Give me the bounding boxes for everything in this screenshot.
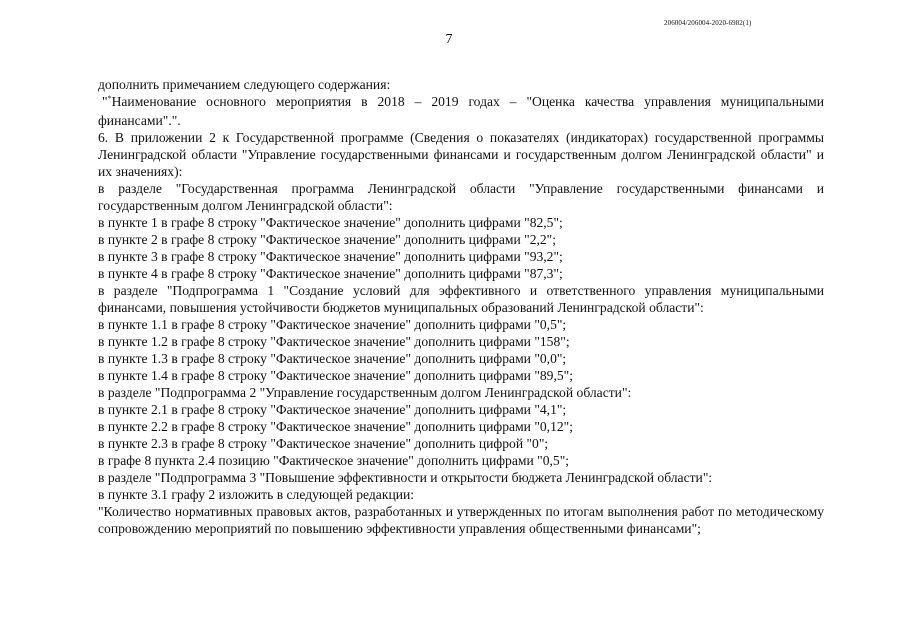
paragraph: в пункте 1.1 в графе 8 строку "Фактическое значение" дополнить цифрами "0,5"; bbox=[98, 317, 567, 332]
paragraph: "Количество нормативных правовых актов, разработанных и утвержденных по итогам выполнения работ по методическому сопровождению мероприятий по повышению эффективности управления общественными финансами"; bbox=[98, 504, 824, 536]
paragraph: в пункте 4 в графе 8 строку "Фактическое значение" дополнить цифрами "87,3"; bbox=[98, 266, 563, 281]
paragraph: в разделе "Государственная программа Ленинградской области "Управление государственными финансами и государственным долгом Ленинградской области": bbox=[98, 181, 824, 213]
paragraph: в пункте 1.4 в графе 8 строку "Фактическое значение" дополнить цифрами "89,5"; bbox=[98, 368, 574, 383]
paragraph: в пункте 3 в графе 8 строку "Фактическое значение" дополнить цифрами "93,2"; bbox=[98, 249, 563, 264]
paragraph: в пункте 2.2 в графе 8 строку "Фактическое значение" дополнить цифрами "0,12"; bbox=[98, 419, 574, 434]
paragraph-text: Наименование основного мероприятия в 2018 – 2019 годах – "Оценка качества управления муниципальными финансами".". bbox=[98, 94, 824, 128]
paragraph: в пункте 1 в графе 8 строку "Фактическое значение" дополнить цифрами "82,5"; bbox=[98, 215, 563, 230]
quote-mark: " bbox=[102, 94, 108, 109]
paragraph: в пункте 1.2 в графе 8 строку "Фактическое значение" дополнить цифрами "158"; bbox=[98, 334, 570, 349]
paragraph: в разделе "Подпрограмма 3 "Повышение эффективности и открытости бюджета Ленинградской области": bbox=[98, 470, 713, 485]
page-number: 7 bbox=[445, 32, 453, 47]
paragraph: 6. В приложении 2 к Государственной программе (Сведения о показателях (индикаторах) государственной программы Ленинградской области "Управление государственными финансами и государственным долгом Ленинградской области" и их значениях): bbox=[98, 130, 824, 179]
paragraph: в пункте 2.3 в графе 8 строку "Фактическое значение" дополнить цифрой "0"; bbox=[98, 436, 549, 451]
document-body bbox=[98, 76, 824, 537]
document-id: 206004/206004-2020-6982(1) bbox=[664, 19, 752, 27]
paragraph: в пункте 2 в графе 8 строку "Фактическое значение" дополнить цифрами "2,2"; bbox=[98, 232, 557, 247]
paragraph: в разделе "Подпрограмма 1 "Создание условий для эффективного и ответственного управления муниципальными финансами, повышения устойчивости бюджетов муниципальных образований Ленинградской области": bbox=[98, 283, 824, 315]
paragraph: в разделе "Подпрограмма 2 "Управление государственным долгом Ленинградской области": bbox=[98, 385, 632, 400]
paragraph: в пункте 2.1 в графе 8 строку "Фактическое значение" дополнить цифрами "4,1"; bbox=[98, 402, 567, 417]
paragraph: дополнить примечанием следующего содержания: bbox=[98, 77, 391, 92]
footnote-mark: * bbox=[107, 94, 112, 103]
paragraph: в пункте 1.3 в графе 8 строку "Фактическое значение" дополнить цифрами "0,0"; bbox=[98, 351, 567, 366]
paragraph: в графе 8 пункта 2.4 позицию "Фактическое значение" дополнить цифрами "0,5"; bbox=[98, 453, 570, 468]
paragraph: в пункте 3.1 графу 2 изложить в следующей редакции: bbox=[98, 487, 415, 502]
paragraph-footnote bbox=[98, 93, 824, 129]
